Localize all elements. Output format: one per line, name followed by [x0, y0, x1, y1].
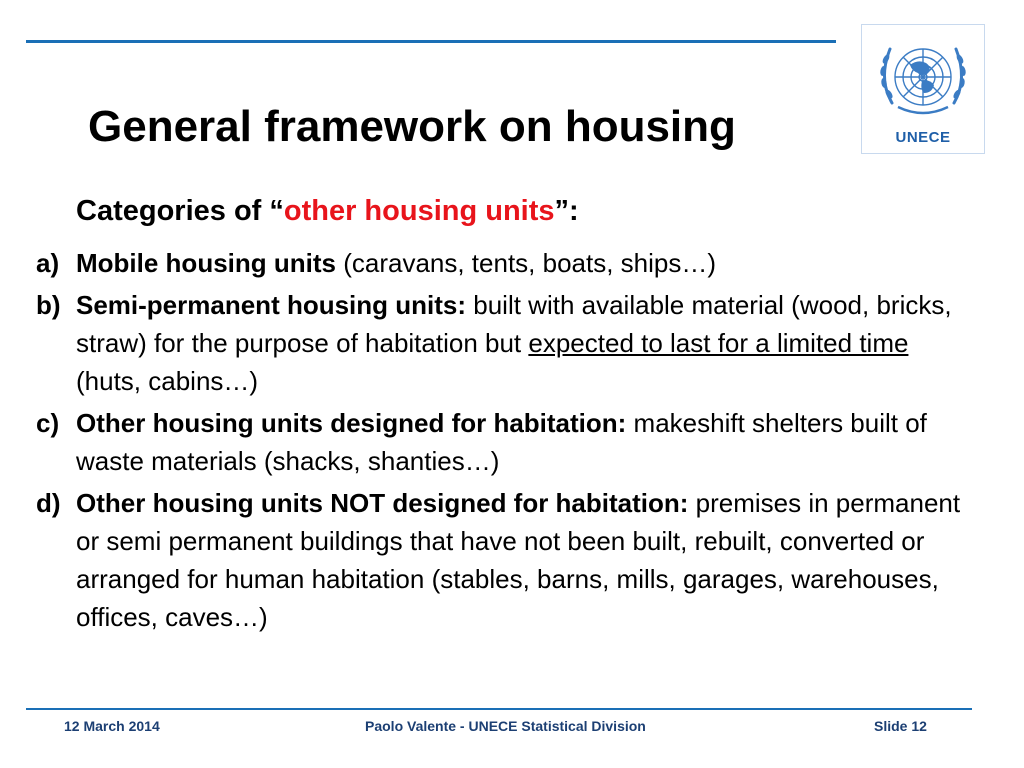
slide-title: General framework on housing	[88, 102, 736, 151]
item-underlined-text: expected to last for a limited time	[528, 328, 909, 358]
footer-date: 12 March 2014	[64, 718, 160, 734]
item-text: makeshift shelters built of waste materials (shacks, shanties…)	[76, 408, 927, 476]
logo-label: UNECE	[895, 129, 951, 146]
item-text-after: (huts, cabins…)	[76, 366, 259, 396]
list-marker: c)	[36, 408, 60, 438]
item-lead: Other housing units NOT designed for habitation:	[76, 488, 689, 518]
categories-heading	[76, 191, 579, 231]
top-divider	[26, 40, 836, 43]
item-lead: Mobile housing units	[76, 248, 336, 278]
list-item	[36, 286, 966, 400]
item-text: premises in permanent or semi permanent buildings that have not been built, rebuilt, converted or arranged for human habitation (stables, barns, mills, garages, warehouses, offices, caves…)	[76, 488, 961, 632]
item-text: (caravans, tents, boats, ships…)	[335, 248, 717, 278]
list-item	[36, 244, 966, 282]
bottom-divider	[26, 708, 972, 710]
unece-logo	[861, 24, 985, 154]
footer-author: Paolo Valente - UNECE Statistical Division	[365, 718, 646, 734]
item-lead: Other housing units designed for habitation:	[76, 408, 627, 438]
heading-prefix: Categories of “	[76, 195, 284, 227]
un-emblem-icon	[862, 25, 984, 129]
list-marker: b)	[36, 290, 61, 320]
list-item	[36, 404, 966, 480]
list-item	[36, 484, 966, 636]
footer-slide-number: Slide 12	[874, 718, 927, 734]
list-marker: a)	[36, 248, 60, 278]
category-list	[36, 244, 966, 640]
heading-highlight: other housing units	[283, 195, 555, 227]
heading-suffix: ”:	[554, 195, 579, 227]
list-marker: d)	[36, 488, 61, 518]
item-text: built with available material (wood, bricks, straw) for the purpose of habitation but	[76, 290, 952, 358]
item-lead: Semi-permanent housing units:	[76, 290, 467, 320]
